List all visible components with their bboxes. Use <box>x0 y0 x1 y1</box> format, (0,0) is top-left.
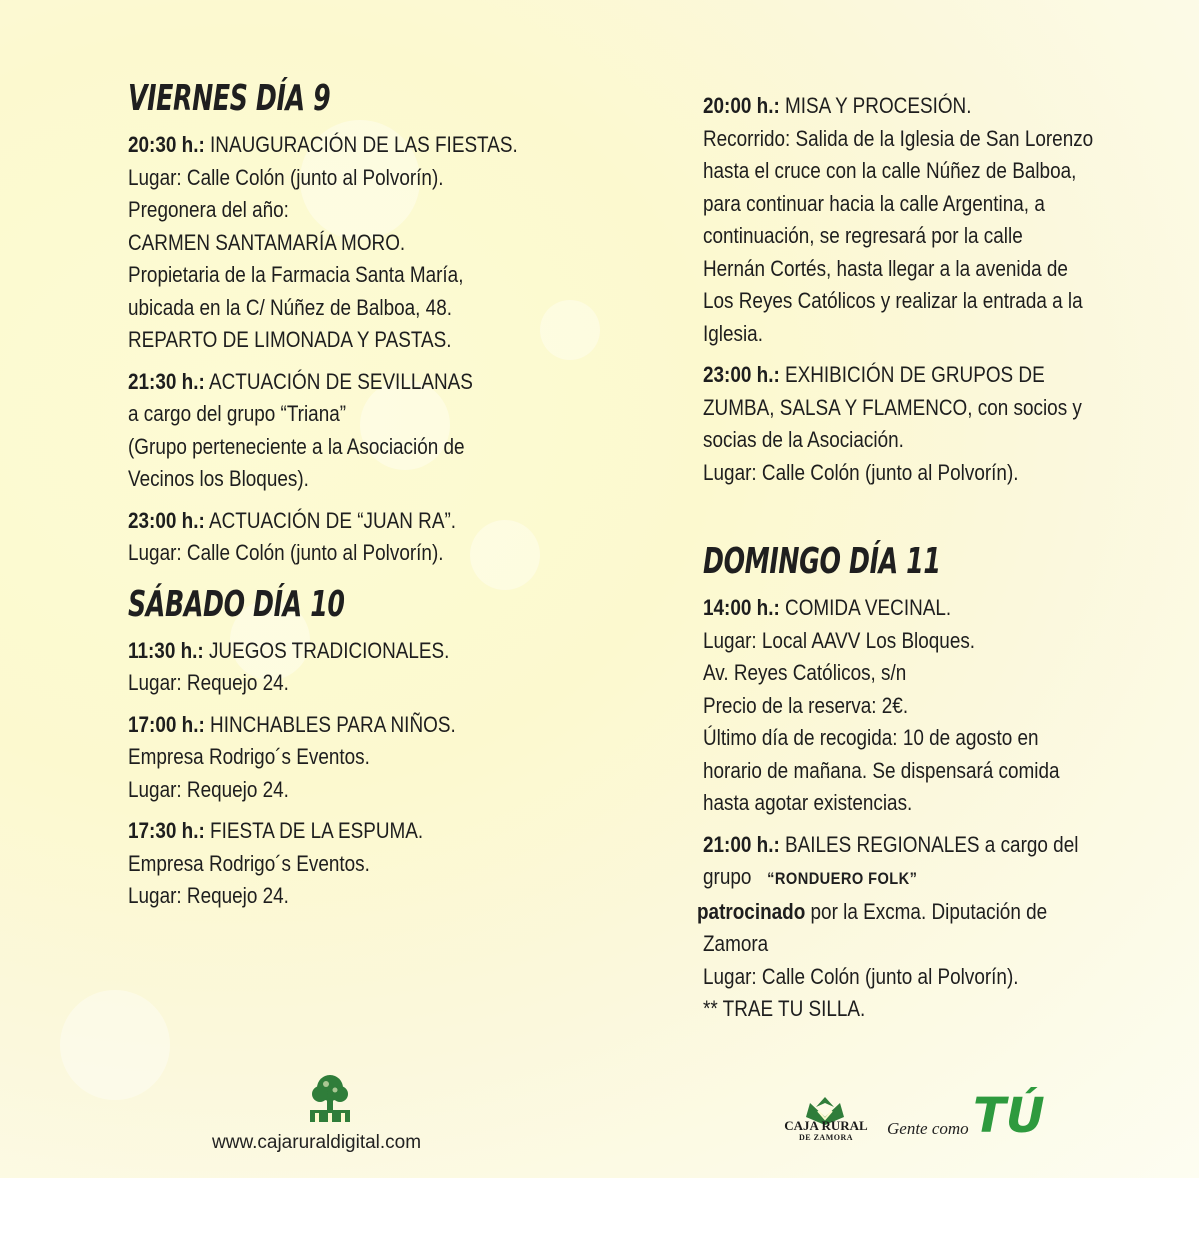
footer-right <box>780 1078 1050 1158</box>
event-text: Precio de la reserva: 2€. <box>703 692 909 718</box>
event-sabado-1 <box>128 635 628 700</box>
day-title-sabado: SÁBADO DÍA 10 <box>128 583 345 625</box>
event-text: Zamora <box>703 931 769 956</box>
event-text: continuación, se regresará por la calle <box>703 223 1023 248</box>
event-text: BAILES REGIONALES a cargo del <box>779 831 1079 857</box>
event-time: 20:00 h.: <box>703 93 780 118</box>
event-sabado-5 <box>703 359 1173 489</box>
event-text: Iglesia. <box>703 320 763 346</box>
right-column <box>697 90 1173 1035</box>
event-text: Lugar: Local AAVV Los Bloques. <box>703 627 976 653</box>
event-viernes-3 <box>128 505 628 570</box>
event-text: Hernán Cortés, hasta llegar a la avenida de <box>703 255 1068 281</box>
event-text: Lugar: Calle Colón (junto al Polvorín). <box>128 540 444 565</box>
event-text: Pregonera del año: <box>128 197 289 222</box>
event-text: Lugar: Calle Colón (junto al Polvorín). <box>128 164 444 190</box>
event-sabado-2 <box>128 709 628 807</box>
event-text: hasta el cruce con la calle Núñez de Balboa, <box>703 158 1077 183</box>
event-text: INAUGURACIÓN DE LAS FIESTAS. <box>204 132 518 157</box>
event-text: Lugar: Calle Colón (junto al Polvorín). <box>703 459 1019 485</box>
sponsor-word: patrocinado <box>697 898 806 924</box>
event-domingo-2 <box>697 829 1173 1026</box>
event-time: 23:00 h.: <box>703 362 780 387</box>
bank-name: CAJA RURAL <box>784 1118 868 1133</box>
event-text: ACTUACIÓN DE SEVILLANAS <box>204 368 473 394</box>
event-text: FIESTA DE LA ESPUMA. <box>204 818 424 843</box>
event-time: 17:30 h.: <box>128 818 205 843</box>
tree-logo-icon <box>306 1072 354 1126</box>
event-text: Recorrido: Salida de la Iglesia de San Lorenzo <box>703 125 1094 151</box>
event-text: Vecinos los Bloques). <box>128 466 309 491</box>
event-sabado-4 <box>703 90 1173 350</box>
event-text: COMIDA VECINAL. <box>779 595 952 620</box>
event-text: Propietaria de la Farmacia Santa María, <box>128 262 464 287</box>
event-text: por la Excma. Diputación de <box>805 898 1048 924</box>
event-viernes-1 <box>128 129 628 357</box>
event-time: 20:30 h.: <box>128 132 205 157</box>
group-name: “RONDUERO FOLK” <box>767 869 918 888</box>
event-text: hasta agotar existencias. <box>703 790 913 815</box>
event-text: ubicada en la C/ Núñez de Balboa, 48. <box>128 294 452 320</box>
day-title-domingo: DOMINGO DÍA 11 <box>703 541 941 582</box>
event-time: 17:00 h.: <box>128 711 205 737</box>
event-text: a cargo del grupo “Triana” <box>128 401 347 426</box>
event-text: Empresa Rodrigo´s Eventos. <box>128 850 370 876</box>
event-text: MISA Y PROCESIÓN. <box>779 93 972 118</box>
event-text: REPARTO DE LIMONADA Y PASTAS. <box>128 327 452 352</box>
event-text: Empresa Rodrigo´s Eventos. <box>128 744 370 769</box>
left-column <box>128 78 628 922</box>
event-domingo-1 <box>703 592 1173 820</box>
slogan: Gente como <box>887 1119 969 1138</box>
event-time: 21:00 h.: <box>703 831 780 857</box>
event-text: Los Reyes Católicos y realizar la entrada a la <box>703 288 1083 313</box>
event-text: Av. Reyes Católicos, s/n <box>703 660 907 685</box>
event-time: 23:00 h.: <box>128 507 205 533</box>
event-time: 21:30 h.: <box>128 368 205 394</box>
event-sabado-3 <box>128 815 628 913</box>
event-text: socias de la Asociación. <box>703 427 904 452</box>
event-time: 11:30 h.: <box>128 637 204 663</box>
event-time: 14:00 h.: <box>703 595 780 620</box>
event-text: (Grupo perteneciente a la Asociación de <box>128 433 465 459</box>
event-text: ** TRAE TU SILLA. <box>703 996 866 1021</box>
slogan-tu: TÚ <box>973 1088 1045 1144</box>
event-text: HINCHABLES PARA NIÑOS. <box>204 711 456 737</box>
event-text: grupo <box>703 864 752 889</box>
event-text: JUEGOS TRADICIONALES. <box>203 637 450 663</box>
website-link[interactable]: www.cajaruraldigital.com <box>212 1132 422 1153</box>
event-text: horario de mañana. Se dispensará comida <box>703 757 1060 783</box>
event-text: Lugar: Requejo 24. <box>128 776 289 802</box>
event-text: Lugar: Requejo 24. <box>128 883 289 908</box>
event-text: ZUMBA, SALSA Y FLAMENCO, con socios y <box>703 394 1082 420</box>
bank-sub: DE ZAMORA <box>798 1133 854 1142</box>
event-text: ACTUACIÓN DE “JUAN RA”. <box>204 507 457 533</box>
event-text: Último día de recogida: 10 de agosto en <box>703 725 1039 750</box>
event-text: para continuar hacia la calle Argentina, a <box>703 190 1045 216</box>
event-viernes-2 <box>128 366 628 496</box>
event-text: EXHIBICIÓN DE GRUPOS DE <box>779 362 1045 387</box>
event-text: Lugar: Requejo 24. <box>128 670 289 695</box>
day-title-viernes: VIERNES DÍA 9 <box>128 78 331 119</box>
event-text: CARMEN SANTAMARÍA MORO. <box>128 229 406 255</box>
event-text: Lugar: Calle Colón (junto al Polvorín). <box>703 963 1019 989</box>
